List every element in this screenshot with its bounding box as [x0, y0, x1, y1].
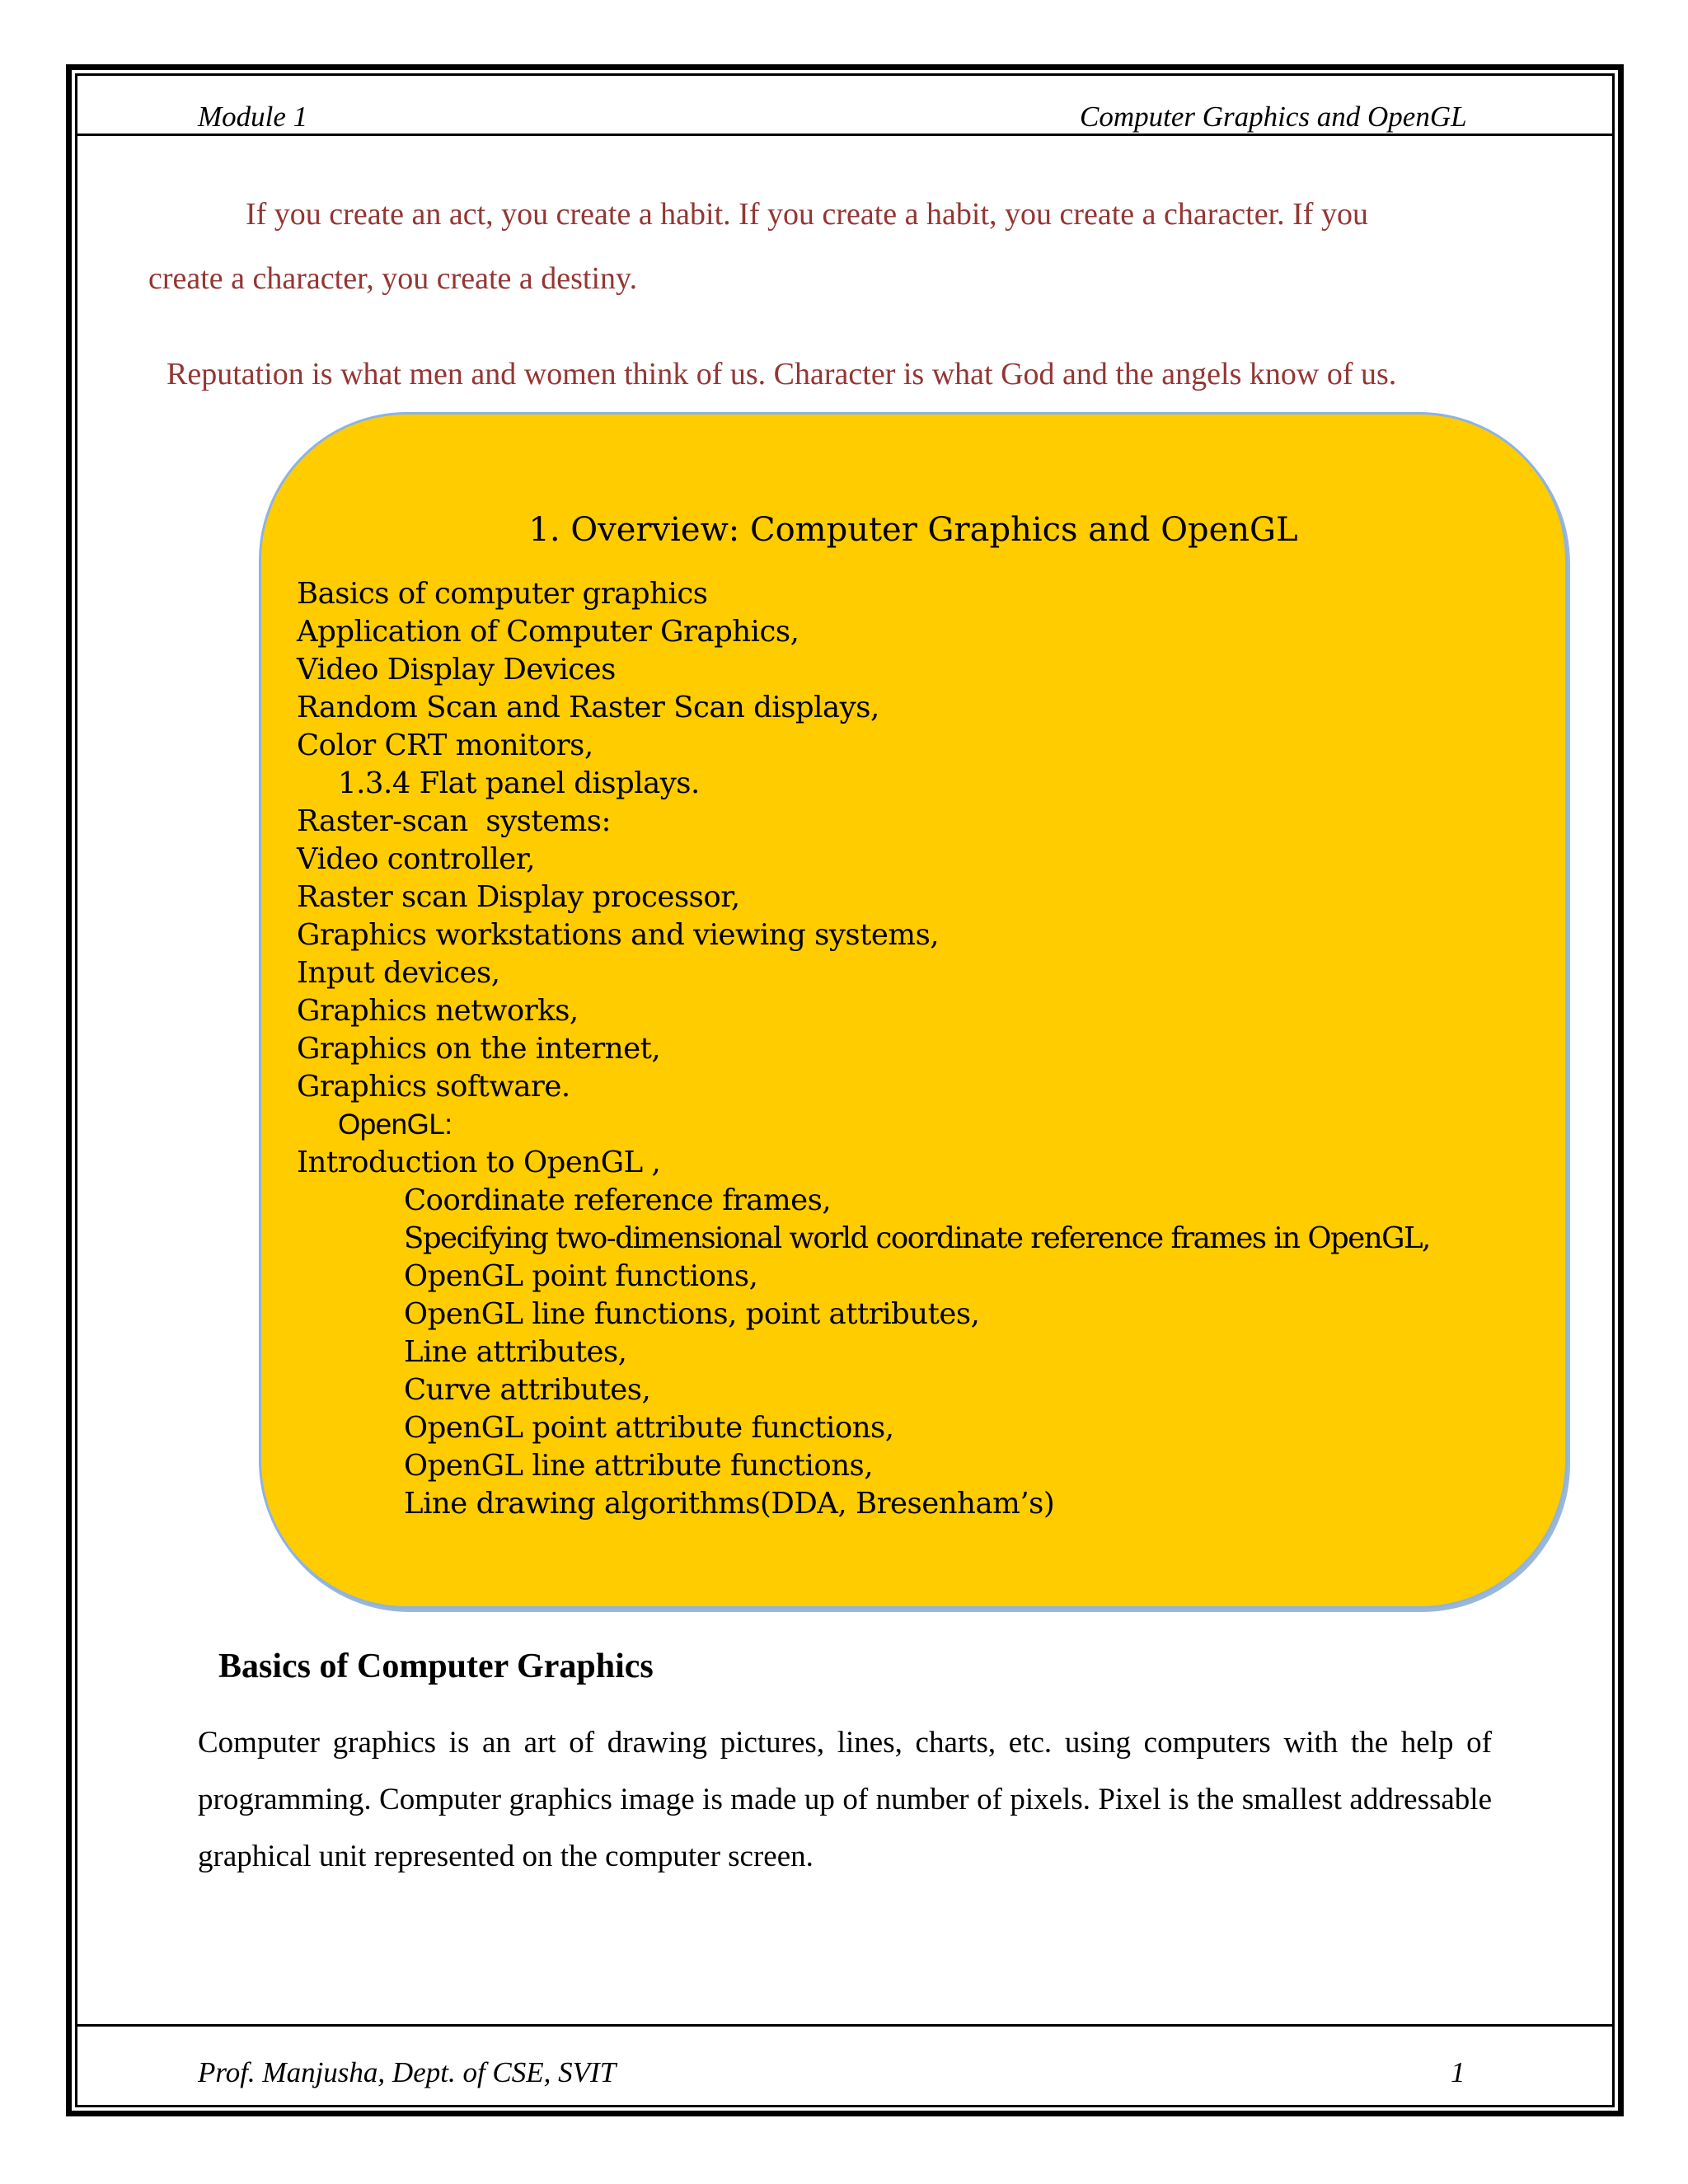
- topic-item: OpenGL point attribute functions,: [404, 1411, 894, 1445]
- topic-item: Color CRT monitors,: [297, 729, 593, 762]
- topic-item: Line attributes,: [404, 1335, 627, 1369]
- topic-item: Graphics networks,: [297, 994, 579, 1028]
- topic-item: Curve attributes,: [404, 1373, 651, 1407]
- topic-item: Basics of computer graphics: [297, 577, 708, 611]
- topic-item: Graphics software.: [297, 1070, 570, 1104]
- topic-item: Coordinate reference frames,: [404, 1183, 832, 1217]
- topic-item: Raster scan Display processor,: [297, 880, 740, 914]
- footer-rule: [77, 2024, 1613, 2027]
- topic-item: Line drawing algorithms(DDA, Bresenham’s): [404, 1487, 1055, 1521]
- footer-author: Prof. Manjusha, Dept. of CSE, SVIT: [198, 2056, 617, 2088]
- topic-item: OpenGL:: [338, 1108, 452, 1141]
- page-number: 1: [1451, 2056, 1465, 2088]
- overview-title: 1. Overview: Computer Graphics and OpenGL: [528, 511, 1298, 549]
- topic-item: Graphics on the internet,: [297, 1032, 661, 1066]
- topic-item: 1.3.4 Flat panel displays.: [338, 766, 700, 800]
- overview-topic-list: [297, 575, 1430, 1523]
- topic-item: Raster-scan systems:: [297, 804, 611, 838]
- header-rule: [77, 134, 1613, 136]
- topic-item: OpenGL point functions,: [404, 1259, 758, 1293]
- header-module: Module 1: [198, 101, 308, 133]
- topic-item: Video controller,: [297, 842, 536, 876]
- topic-item: Input devices,: [297, 956, 500, 990]
- topic-item: Graphics workstations and viewing systems,: [297, 918, 940, 952]
- topic-item: OpenGL line attribute functions,: [404, 1449, 874, 1483]
- topic-item: Application of Computer Graphics,: [297, 615, 799, 649]
- topic-item: Random Scan and Raster Scan displays,: [297, 691, 879, 724]
- quote-2: Reputation is what men and women think of us. Character is what God and the angels know of us.: [166, 357, 1397, 391]
- quote-1-line-1: If you create an act, you create a habit. If you create a habit, you create a character. If you: [246, 197, 1368, 232]
- topic-item: Introduction to OpenGL ,: [297, 1146, 661, 1179]
- topic-item: Specifying two-dimensional world coordinate reference frames in OpenGL,: [404, 1221, 1430, 1255]
- section-paragraph: Computer graphics is an art of drawing pictures, lines, charts, etc. using computers with the help of programming. Computer graphics image is made up of number of pixels. Pixel is the smallest addressable graphical unit represented on the computer screen.: [198, 1726, 1492, 1873]
- section-heading: Basics of Computer Graphics: [218, 1647, 654, 1685]
- topic-item: Video Display Devices: [297, 653, 616, 687]
- quote-1-line-2: create a character, you create a destiny.: [148, 261, 638, 296]
- topic-item: OpenGL line functions, point attributes,: [404, 1297, 980, 1331]
- header-subject: Computer Graphics and OpenGL: [1080, 101, 1467, 133]
